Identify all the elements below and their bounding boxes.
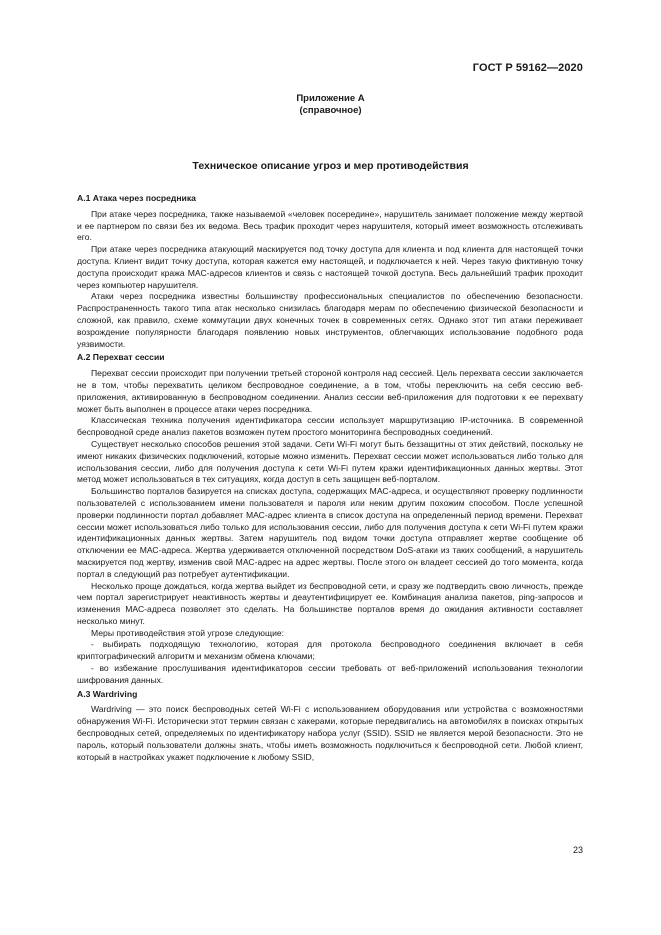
paragraph: Перехват сессии происходит при получении третьей стороной контроля над сессией. Цель перехвата сессии заключается не в том, чтобы перехватить целиком беспроводное соединение, а в том, чтобы переключить на себя сессию веб-приложения, активированную в беспроводном соединении. Анализ сессии веб-приложения для подготовки к ее перехвату может быть выполнен в процессе атаки через посредника.: [77, 368, 583, 414]
annex-note: (справочное): [299, 105, 362, 116]
paragraph: Меры противодействия этой угрозе следующие:: [91, 627, 285, 638]
paragraph: При атаке через посредника атакующий маскируется под точку доступа для клиента и под клиента для настоящей точки доступа. Клиент видит точку доступа, которая кажется ему настоящей, и подключается к ней. Через такую фиктивную точку доступа происходит кража МАС-адресов клиентов и связь с настоящей точкой доступа. Весь дальнейший трафик проходит через компьютер нарушителя.: [77, 244, 583, 290]
paragraph: Классическая техника получения идентификатора сессии использует маршрутизацию IP-источника. В современной беспроводной среде анализ пакетов возможен путем простого мониторинга беспроводных соединений.: [77, 415, 583, 438]
section-heading: А.2 Перехват сессии: [77, 352, 165, 363]
section-heading: А.1 Атака через посредника: [77, 193, 196, 203]
section-heading: А.3 Wardriving: [77, 688, 138, 699]
list-item: - выбирать подходящую технологию, которая для протокола беспроводного соединения включает в себя криптографический алгоритм и механизм обмена ключами;: [77, 639, 583, 662]
paragraph: Атаки через посредника известны большинству профессиональных специалистов по обеспечению безопасности. Распространенность такого типа атак несколько снизилась благодаря мерам по обеспечению физической безопасности и сложной, как правило, схеме коммутации двух конечных точек в современных сетях. Однако этот тип атаки переживает возрождение популярности благодаря появлению новых инструментов, облегчающих использование подобного рода уязвимости.: [77, 291, 583, 349]
paragraph: Большинство порталов базируется на списках доступа, содержащих МАС-адреса, и осуществляют проверку подлинности пользователей с использованием имени пользователя и пароля или неким другим похожим способом. После успешной проверки подлинности портал добавляет МАС-адрес клиента в список доступа на определенный период времени. Перехват сессии может использоваться либо только для использования сессии, либо для получения доступа к сети Wi-Fi путем кражи идентификационных данных жертвы. Затем нарушитель под видом точки доступа отправляет жертве сообщение об отключении ее МАС-адреса. Жертва удерживается отключенной посредством DoS-атаки из таких сообщений, а нарушитель маскируется под жертву, изменив свой МАС-адрес на адрес жертвы. После этого он владеет сессией до того момента, когда портал в следующий раз потребует аутентификации.: [77, 486, 583, 579]
paragraph: Несколько проще дождаться, когда жертва выйдет из беспроводной сети, и сразу же подтвердить свою личность, прежде чем портал зарегистрирует неактивность жертвы и деаутентифицирует ее. Комбинация анализа пакетов, ping-запросов и изменения МАС-адреса позволяет это сделать. На большинстве порталов время до ожидания активности составляет несколько минут.: [77, 580, 583, 626]
paragraph: Существует несколько способов решения этой задачи. Сети Wi-Fi могут быть беззащитны от этих действий, поскольку не имеют никаких физических подключений, которые можно изменить. Перехват сессии может использоваться либо только для использования сессии, либо для получения доступа к сети Wi-Fi путем кражи идентификационных данных жертвы. Этот метод может использоваться в тех ситуациях, когда доступ в сеть защищен веб-порталом.: [77, 438, 583, 485]
document-body: [77, 191, 583, 763]
standard-number: ГОСТ Р 59162—2020: [472, 62, 583, 74]
page-number: 23: [572, 845, 583, 855]
document-title: Техническое описание угроз и мер противодействия: [192, 160, 469, 172]
paragraph: Wardriving — это поиск беспроводных сетей Wi-Fi с использованием оборудования или устройства с возможностями обнаружения Wi-Fi. Исторически этот термин связан с хакерами, которые передвигались на автомобилях в поисках открытых беспроводных сетей, определяемых по идентификатору набора услуг (SSID). SSID не является мерой безопасности. Это не пароль, который пользователи должны знать, чтобы иметь возможность подключиться к беспроводной сети. Любой клиент, который в настройках укажет подключение к любому SSID,: [77, 704, 583, 762]
paragraph: При атаке через посредника, также называемой «человек посередине», нарушитель занимает положение между жертвой и ее партнером по связи без их ведома. Весь трафик проходит через нарушителя, который имеет возможность отслеживать его.: [77, 208, 583, 243]
annex-header: [0, 93, 661, 117]
annex-title: Приложение А: [296, 93, 365, 104]
list-item: - во избежание прослушивания идентификаторов сессии требовать от веб-приложений использования технологии шифрования данных.: [77, 663, 583, 685]
